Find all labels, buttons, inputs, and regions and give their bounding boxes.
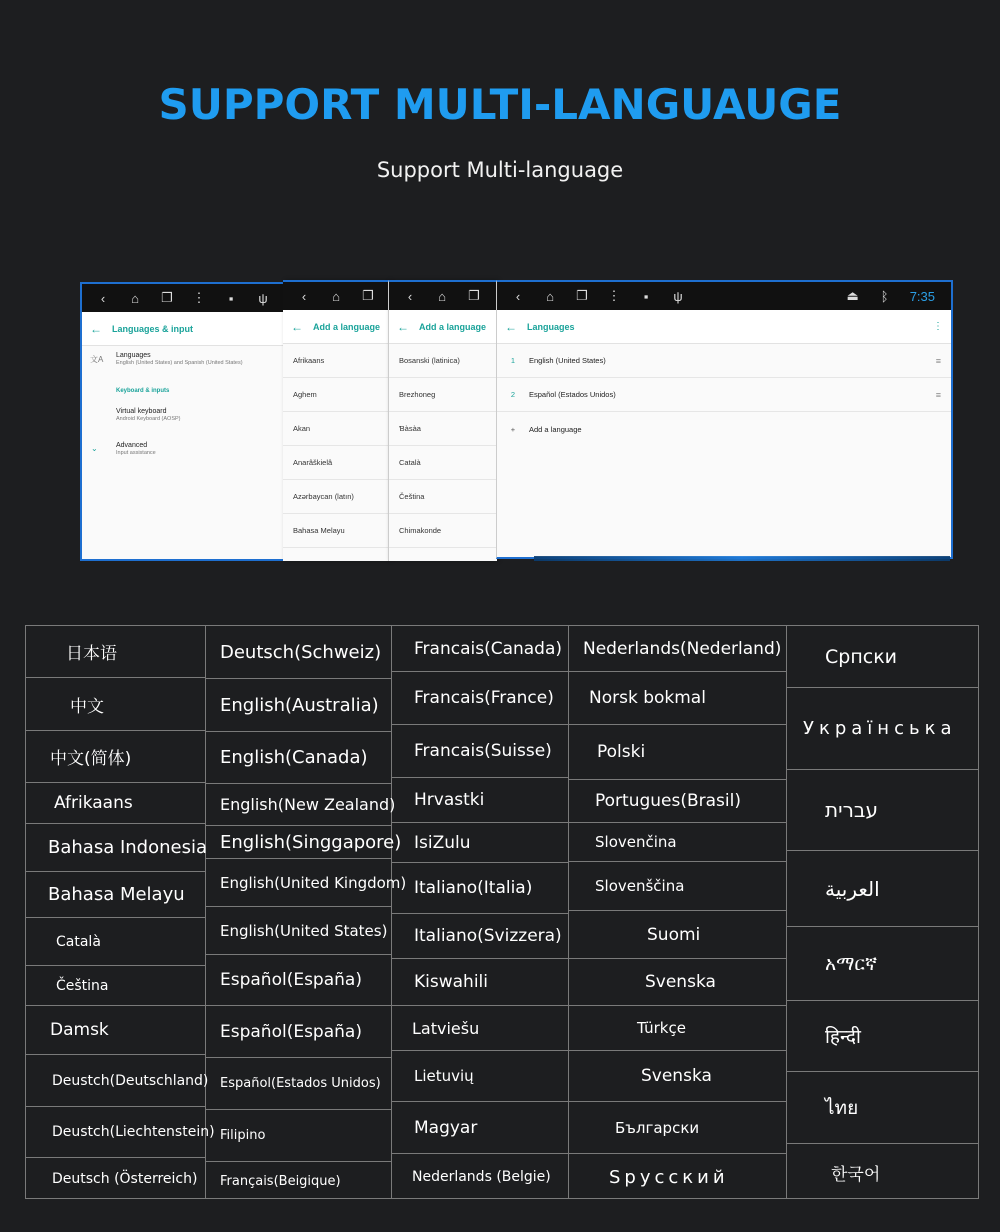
language-entry[interactable] [497,344,951,378]
language-cell: Српски [787,626,979,688]
image-icon: ▪ [228,290,234,306]
language-item[interactable]: Azərbaycan (latın) [283,480,389,514]
language-label: English (United States) [529,356,606,365]
language-column-3 [392,626,569,1198]
language-column-4 [569,626,787,1198]
language-cell: Türkçe [569,1006,786,1051]
language-cell: English(United States) [206,907,391,955]
language-cell: Latviešu [392,1006,568,1051]
app-bar [283,310,389,344]
usb-icon: ψ [673,288,683,304]
page-title: SUPPORT MULTI-LANGUAUGE [158,80,842,129]
language-cell: IsiZulu [392,823,568,863]
language-cell: Deutsch(Schweiz) [206,626,391,679]
language-item[interactable]: Bosanski (latinica) [389,344,497,378]
back-nav-icon[interactable]: ‹ [407,288,413,304]
back-arrow-icon[interactable]: ← [505,319,517,334]
language-cell: Nederlands (Belgie) [412,1169,551,1185]
language-cell: Francais(Canada) [392,626,568,672]
language-label: Español (Estados Unidos) [529,390,616,399]
virtual-keyboard-label: Virtual keyboard [116,408,167,415]
add-language-button[interactable] [497,412,951,446]
language-cell: Francais(Suisse) [392,725,568,778]
home-nav-icon[interactable]: ⌂ [131,290,139,306]
language-cell: 中文 [26,678,205,731]
language-item[interactable]: Brezhoneg [389,378,497,412]
language-column-5 [787,626,979,1198]
language-cell: 한국어 [831,1164,881,1185]
language-cell: 中文(简体) [26,731,205,783]
language-cell: English(Australia) [206,679,391,732]
back-nav-icon[interactable]: ‹ [100,290,106,306]
language-cell: Svenska [569,959,786,1006]
translate-icon: 文A [90,355,104,364]
home-nav-icon[interactable]: ⌂ [546,288,554,304]
recents-nav-icon[interactable]: ❐ [161,290,173,305]
language-cell: አማርኛ [787,927,979,1001]
language-list [283,344,389,548]
language-item[interactable]: Anarâškielâ [283,446,389,480]
languages-screen [496,280,953,559]
language-cell: Bahasa Indonesia [26,824,205,872]
language-item[interactable]: Akan [283,412,389,446]
language-cell: Filipino [206,1110,391,1162]
drag-handle-icon[interactable]: ≡ [935,355,941,366]
language-cell: Deutsch (Österreich) [52,1171,198,1187]
language-cell: Svenska [569,1051,786,1102]
screen-glow [534,556,950,561]
keyboard-section-heading: Keyboard & inputs [116,388,170,394]
usb-icon: ψ [258,290,268,306]
language-cell: Español(España) [206,955,391,1006]
recents-nav-icon[interactable]: ❐ [362,288,374,303]
back-nav-icon[interactable]: ‹ [301,288,307,304]
language-item[interactable]: Afrikaans [283,344,389,378]
home-nav-icon[interactable]: ⌂ [332,288,340,304]
language-cell: Français(Beigique) [220,1173,341,1189]
language-cell: Spусский [609,1166,729,1188]
plus-icon: + [510,424,516,434]
language-cell: Italiano(Italia) [392,863,568,914]
language-rank: 2 [510,390,516,399]
language-cell: Čeština [26,966,205,1006]
add-language-label: Add a language [529,424,582,434]
app-bar [497,310,951,344]
screen-title: Languages [527,321,575,332]
language-rank: 1 [510,356,516,365]
app-bar [389,310,497,344]
language-cell: Bahasa Melayu [26,872,205,918]
language-cell: 日本语 [26,626,205,678]
screen-title: Languages & input [112,323,193,334]
language-cell: Portugues(Brasil) [569,780,786,823]
language-item[interactable]: Ɓàsàa [389,412,497,446]
language-cell: Magyar [392,1102,568,1154]
languages-setting[interactable] [116,352,243,366]
status-bar [82,284,292,312]
image-icon: ▪ [643,288,649,304]
language-cell: Български [569,1102,786,1154]
language-cell: Italiano(Svizzera) [392,914,568,959]
advanced-label: Advanced [116,442,148,449]
language-item[interactable]: Aghem [283,378,389,412]
language-cell: English(United Kingdom) [206,859,391,907]
language-cell: हिन्दी [787,1001,979,1072]
back-arrow-icon[interactable]: ← [291,319,303,334]
language-grid [25,625,979,1199]
language-entry[interactable] [497,378,951,412]
drag-handle-icon[interactable]: ≡ [935,389,941,400]
language-cell: Hrvastki [392,778,568,823]
language-cell: Deustch(Deutschland) [26,1055,205,1107]
language-cell: Slovenčina [569,823,786,862]
language-cell: Español(Estados Unidos) [206,1058,391,1110]
app-bar [82,312,292,346]
language-column-1 [26,626,215,1198]
virtual-keyboard-sub: Android Keyboard (AOSP) [116,416,181,422]
settings-screen [80,282,292,561]
bluetooth-icon: ᛒ [880,288,889,304]
language-cell: Norsk bokmal [569,672,786,725]
language-cell: English(New Zealand) [206,784,391,826]
status-bar [497,282,951,310]
language-cell: English(Canada) [206,732,391,784]
language-item[interactable]: Bahasa Melayu [283,514,389,548]
languages-sub: English (United States) and Spanish (United States) [116,360,243,366]
language-cell: العربية [787,851,979,927]
more-icon[interactable]: ⋮ [192,290,206,305]
status-time: 7:35 [909,288,935,304]
language-list [389,344,497,548]
language-cell: Català [26,918,205,966]
recents-nav-icon[interactable]: ❐ [576,288,588,303]
language-cell: Kiswahili [392,959,568,1006]
language-cell: Español(España) [206,1006,391,1058]
language-cell: English(Singgapore) [206,826,391,859]
screen-title: Add a language [419,321,487,332]
home-nav-icon[interactable]: ⌂ [438,288,446,304]
more-icon[interactable]: ⋮ [607,288,621,303]
add-language-screen-1 [283,280,389,561]
virtual-keyboard-setting[interactable] [116,408,181,422]
eject-icon: ⏏ [846,288,859,303]
language-column-2 [206,626,407,1198]
language-cell: Damsk [26,1006,205,1055]
advanced-sub: Input assistance [116,450,156,456]
language-item[interactable]: Chimakonde [389,514,497,548]
language-cell: עברית [787,770,979,851]
language-cell: Polski [569,725,786,780]
screen-title: Add a language [313,321,381,332]
language-item[interactable]: Čeština [389,480,497,514]
status-bar [283,282,389,310]
recents-nav-icon[interactable]: ❐ [468,288,480,303]
languages-label: Languages [116,352,151,359]
language-cell: Afrikaans [26,783,205,824]
language-cell: Slovenščina [569,862,786,911]
add-language-screen-2 [388,280,497,561]
language-cell: Nederlands(Nederland) [569,626,786,672]
language-cell: Francais(France) [392,672,568,725]
language-cell: Suomi [569,911,786,959]
page-subtitle: Support Multi-language [376,158,624,182]
status-bar [389,282,497,310]
advanced-setting[interactable] [116,442,156,456]
language-cell: Lietuvių [392,1051,568,1102]
overflow-menu-icon[interactable]: ⋮ [933,321,943,332]
back-arrow-icon[interactable]: ← [397,319,409,334]
language-item[interactable]: Català [389,446,497,480]
back-nav-icon[interactable]: ‹ [515,288,521,304]
language-cell: Deustch(Liechtenstein) [26,1107,205,1158]
chevron-down-icon: ⌄ [91,444,98,453]
language-cell: Українська [787,688,979,770]
back-arrow-icon[interactable]: ← [90,321,102,336]
language-cell: ไทย [787,1072,979,1144]
